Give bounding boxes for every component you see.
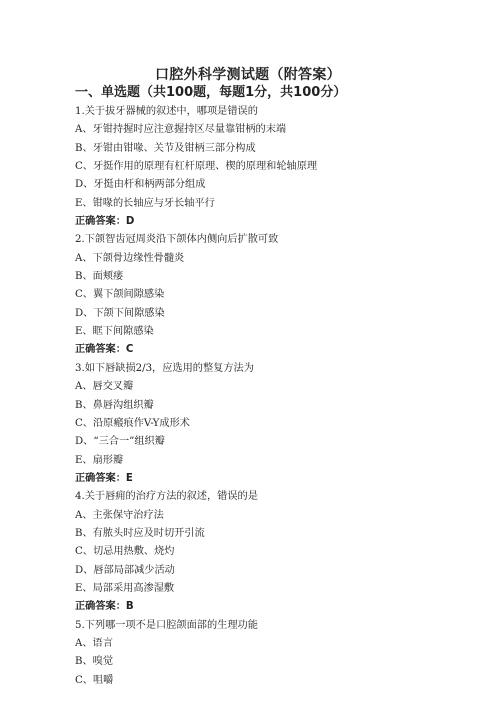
option-a: A、下颌骨边缘性骨髓炎 bbox=[75, 252, 185, 264]
option-d: D、下颌下间隙感染 bbox=[75, 307, 165, 319]
option-c: C、咀嚼 bbox=[75, 674, 114, 686]
option-c: C、牙挺作用的原理有杠杆原理、楔的原理和轮轴原理 bbox=[75, 161, 318, 173]
question-stem: 2.下颌智齿冠周炎沿下颌体内侧向后扩散可致 bbox=[75, 234, 279, 246]
option-d: D、唇部局部减少活动 bbox=[75, 564, 175, 576]
option-c: C、翼下颌间隙感染 bbox=[75, 289, 165, 301]
question-stem: 5.下列哪一项不是口腔颌面部的生理功能 bbox=[75, 619, 258, 631]
question-list bbox=[75, 103, 475, 690]
question-stem: 1.关于拔牙器械的叙述中，哪项是错误的 bbox=[75, 106, 258, 117]
option-e: E、扇形瓣 bbox=[75, 454, 124, 466]
option-b: B、有脓头时应及时切开引流 bbox=[75, 527, 205, 539]
section-heading: 一、单选题（共100题，每题1分，共100分） bbox=[75, 85, 347, 100]
option-c: C、沿原瘢痕作V-Y成形术 bbox=[75, 417, 190, 429]
option-e: E、眶下间隙感染 bbox=[75, 326, 154, 338]
option-a: A、主张保守治疗法 bbox=[75, 509, 164, 521]
option-a: A、语言 bbox=[75, 637, 113, 649]
correct-answer: 正确答案：B bbox=[75, 601, 134, 613]
option-a: A、唇交叉瓣 bbox=[75, 381, 134, 393]
document-title: 口腔外科学测试题（附答案） bbox=[155, 67, 341, 83]
question-stem: 3.如下唇缺损2/3，应选用的整复方法为 bbox=[75, 362, 254, 374]
option-a: A、牙钳持握时应注意握持区尽量靠钳柄的末端 bbox=[75, 124, 287, 136]
option-e: E、钳喙的长轴应与牙长轴平行 bbox=[75, 197, 215, 209]
option-d: D、“三合一”组织瓣 bbox=[75, 436, 165, 448]
option-b: B、牙钳由钳喙、关节及钳柄三部分构成 bbox=[75, 142, 256, 154]
option-b: B、嗅觉 bbox=[75, 656, 114, 668]
correct-answer: 正确答案：E bbox=[75, 472, 133, 484]
correct-answer: 正确答案：D bbox=[75, 216, 135, 228]
correct-answer: 正确答案：C bbox=[75, 344, 134, 356]
option-c: C、切忌用热敷、烧灼 bbox=[75, 546, 175, 558]
question-stem: 4.关于唇痈的治疗方法的叙述，错误的是 bbox=[75, 491, 258, 503]
option-b: B、鼻唇沟组织瓣 bbox=[75, 399, 154, 411]
option-b: B、面颊瘘 bbox=[75, 271, 124, 283]
option-d: D、牙挺由杆和柄两部分组成 bbox=[75, 179, 206, 191]
option-e: E、局部采用高渗湿敷 bbox=[75, 582, 175, 594]
